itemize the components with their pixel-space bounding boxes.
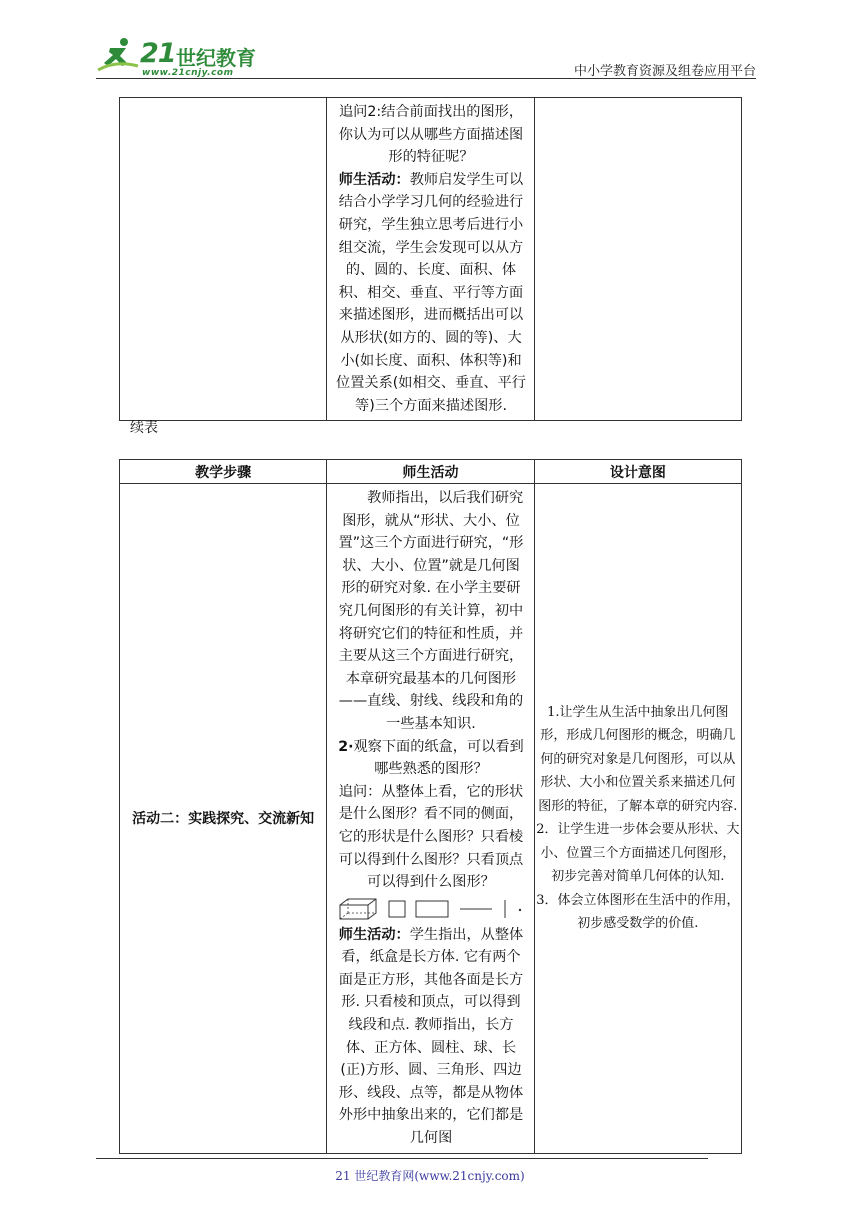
logo-title: 世纪教育 xyxy=(176,46,256,70)
activity-paragraph xyxy=(335,924,526,1150)
runner-logo-icon xyxy=(96,36,140,76)
step-label: 活动二：实践探究、交流新知 xyxy=(120,484,327,1154)
logo-url: www.21cnjy.com xyxy=(142,68,234,78)
continued-label: 续表 xyxy=(130,420,158,436)
rectangle-icon xyxy=(415,900,449,918)
platform-name: 中小学教育资源及组卷应用平台 xyxy=(573,64,756,79)
activity-paragraph xyxy=(335,169,526,418)
question-text: 观察下面的纸盒，可以看到哪些熟悉的图形？ xyxy=(353,738,524,778)
table-header-row xyxy=(120,460,742,484)
square-icon xyxy=(388,900,406,918)
activity-text: 教师启发学生可以结合小学学习几何的经验进行研究，学生独立思考后进行小组交流，学生会发现可以从方的、圆的、长度、面积、体积、相交、垂直、平行等方面来描述图形，进而概括出可以从形状(如方的、圆的等)、大小(如长度、面积、体积等)和位置关系(如相交、垂直、平行等)三个方面来描述图形. xyxy=(336,171,526,414)
vertical-segment-icon xyxy=(502,899,508,919)
activity-label: 师生活动： xyxy=(338,926,410,943)
shape-figures xyxy=(335,894,526,924)
cuboid-icon xyxy=(339,897,379,921)
page-footer[interactable]: 21 世纪教育网(www.21cnjy.com) xyxy=(335,1169,525,1183)
step-cell xyxy=(120,98,327,421)
site-logo[interactable] xyxy=(96,36,266,80)
design-intent-cell xyxy=(534,484,741,1154)
question-2: 2·观察下面的纸盒，可以看到哪些熟悉的图形？ xyxy=(338,738,524,778)
teacher-explanation: 教师指出，以后我们研究图形，就从“形状、大小、位置”这三个方面进行研究，“形状、大小、位置”就是几何图形的研究对象. 在小学主要研究几何图形的有关计算，初中将研究它们的特征和性质，并主要从这三个方面进行研究，本章研究最基本的几何图形——直线、射线、线段和角的一些基本知识. xyxy=(338,490,524,732)
design-point-3: 3．体会立体图形在生活中的作用，初步感受数学的价值. xyxy=(536,892,740,932)
activity-label: 师生活动： xyxy=(338,171,410,188)
design-point-2: 2．让学生进一步体会要从形状、大小、位置三个方面描述几何图形，初步完善对简单几何体的认知. xyxy=(536,822,740,885)
activity-text: 学生指出，从整体看，纸盒是长方体. 它有两个面是正方形，其他各面是长方形. 只看棱和顶点，可以得到线段和点. 教师指出，长方体、正方体、圆柱、球、长(正)方形、圆、三角形、四边形、线段、点等，都是从物体外形中抽象出来的，它们都是几何图 xyxy=(338,926,524,1147)
design-point-1: 1.让学生从生活中抽象出几何图形，形成几何图形的概念，明确几何的研究对象是几何图形，可以从形状、大小和位置关系来描述几何图形的特征，了解本章的研究内容. xyxy=(538,704,738,814)
footer-divider xyxy=(96,1158,708,1159)
page-header xyxy=(96,30,756,80)
logo-number: 21 xyxy=(140,38,176,69)
header-design: 设计意图 xyxy=(534,460,741,484)
header-step: 教学步骤 xyxy=(120,460,327,484)
line-segment-icon xyxy=(459,905,493,913)
lesson-table-continued xyxy=(119,97,742,421)
table-row xyxy=(120,98,742,421)
followup-question-2: 追问2:结合前面找出的图形，你认为可以从哪些方面描述图形的特征呢？ xyxy=(338,104,524,166)
point-icon xyxy=(517,904,523,914)
activity-cell xyxy=(327,98,534,421)
header-activity: 师生活动 xyxy=(327,460,534,484)
question-number: 2 xyxy=(338,738,349,755)
lesson-table xyxy=(119,459,742,1154)
activity-cell xyxy=(327,484,534,1154)
followup-question: 追问：从整体上看，它的形状是什么图形？看不同的侧面，它的形状是什么图形？只看棱可以得到什么图形？只看顶点可以得到什么图形？ xyxy=(338,783,524,891)
design-cell xyxy=(534,98,741,421)
header-divider xyxy=(96,78,756,79)
table-row xyxy=(120,484,742,1154)
